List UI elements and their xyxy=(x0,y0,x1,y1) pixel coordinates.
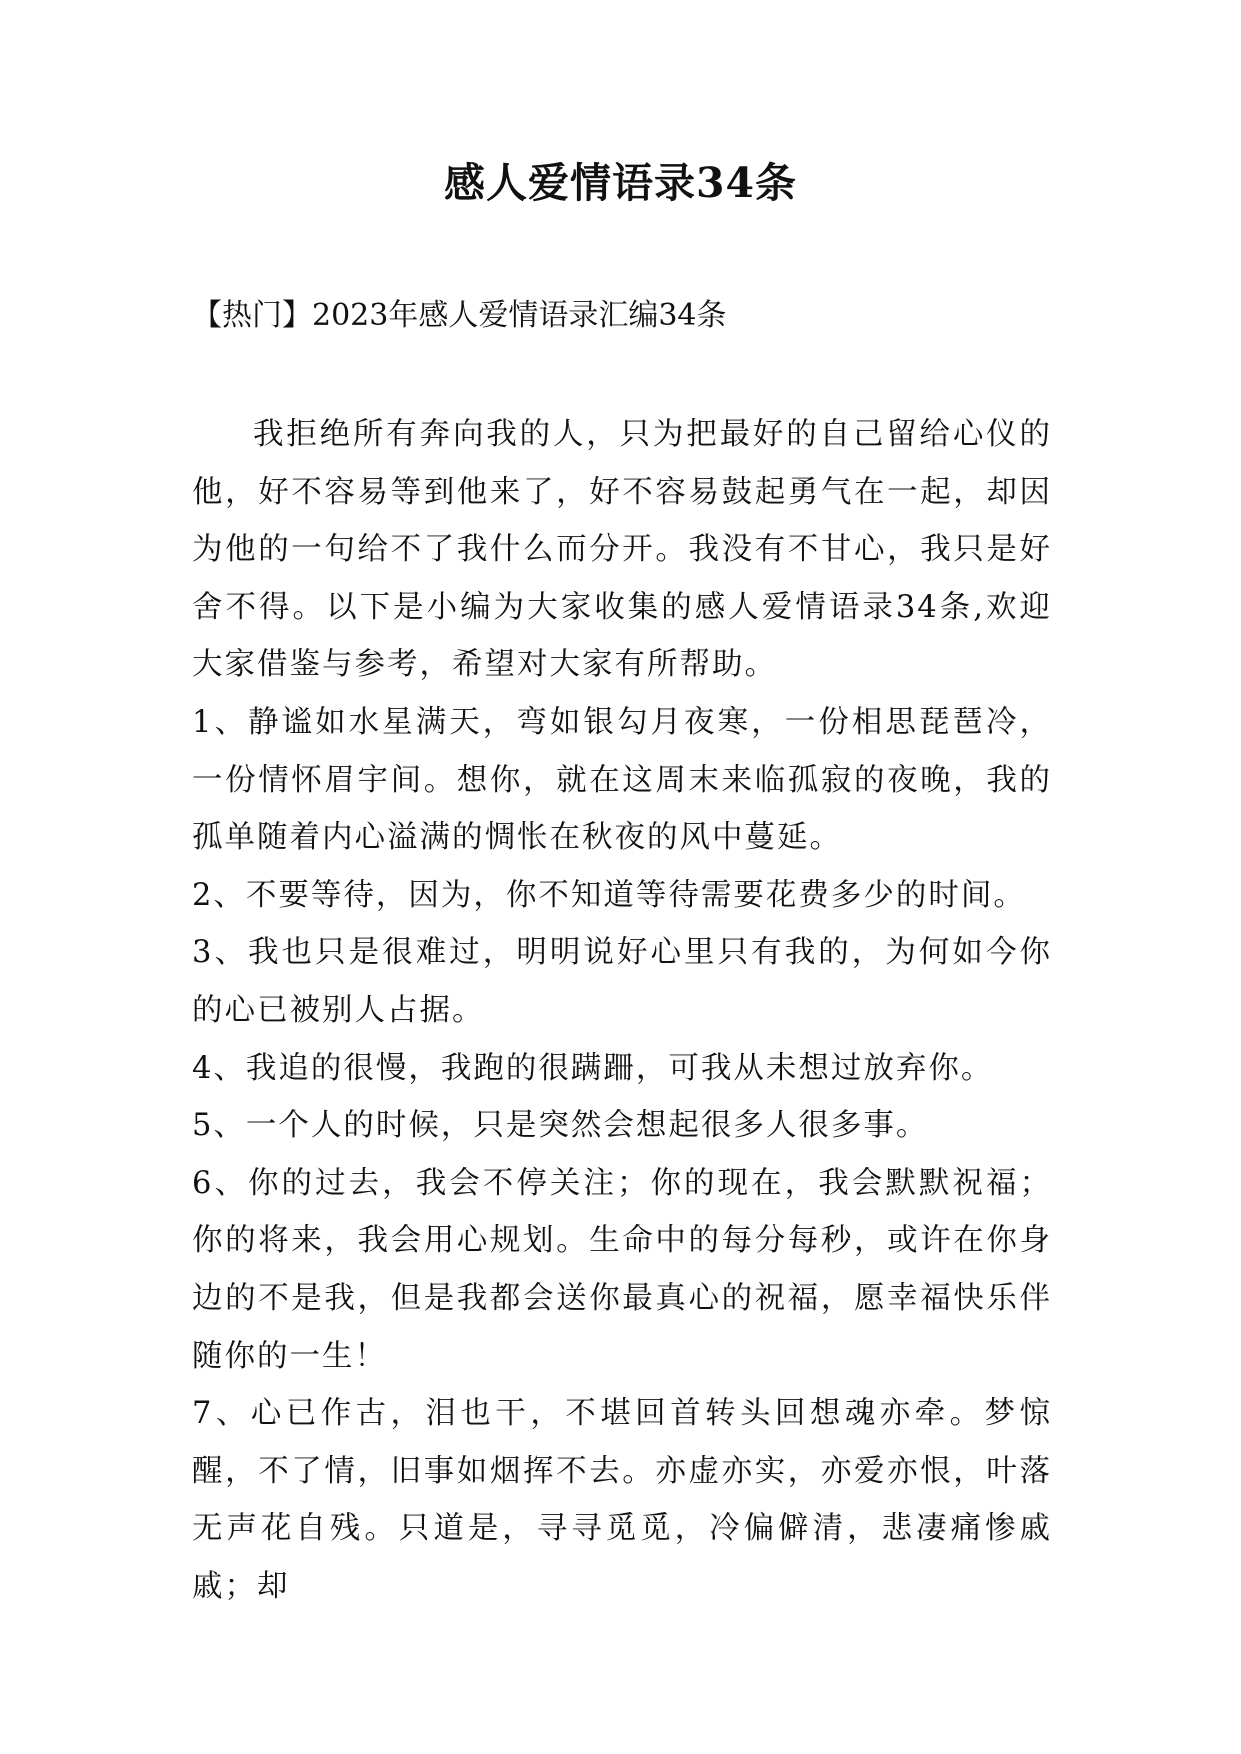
intro-paragraph: 我拒绝所有奔向我的人，只为把最好的自己留给心仪的他，好不容易等到他来了，好不容易鼓起勇气在一起，却因为他的一句给不了我什么而分开。我没有不甘心，我只是好舍不得。以下是小编为大家收集的感人爱情语录34条,欢迎大家借鉴与参考，希望对大家有所帮助。 xyxy=(192,417,1052,683)
list-item: 5、一个人的时候，只是突然会想起很多人很多事。 xyxy=(192,1108,929,1144)
list-item: 7、心已作古，泪也干，不堪回首转头回想魂亦牵。梦惊醒，不了情，旧事如烟挥不去。亦虚亦实，亦爱亦恨，叶落无声花自残。只道是，寻寻觅觅，冷偏僻清，悲凄痛惨戚戚；却 xyxy=(192,1396,1052,1604)
document-subtitle: 【热门】2023年感人爱情语录汇编34条 xyxy=(192,298,727,333)
document-body xyxy=(192,406,1052,1615)
list-item: 2、不要等待，因为，你不知道等待需要花费多少的时间。 xyxy=(192,877,1026,913)
list-item: 4、我追的很慢，我跑的很蹒跚，可我从未想过放弃你。 xyxy=(192,1050,994,1086)
document-title: 感人爱情语录34条 xyxy=(443,159,798,207)
list-item: 3、我也只是很难过，明明说好心里只有我的，为何如今你的心已被别人占据。 xyxy=(192,935,1052,1028)
list-item: 1、静谧如水星满天，弯如银勾月夜寒，一份相思琵琶冷，一份情怀眉宇间。想你，就在这周末来临孤寂的夜晚，我的孤单随着内心溢满的惆怅在秋夜的风中蔓延。 xyxy=(192,704,1052,856)
list-item: 6、你的过去，我会不停关注；你的现在，我会默默祝福；你的将来，我会用心规划。生命中的每分每秒，或许在你身边的不是我，但是我都会送你最真心的祝福，愿幸福快乐伴随你的一生！ xyxy=(192,1165,1052,1374)
